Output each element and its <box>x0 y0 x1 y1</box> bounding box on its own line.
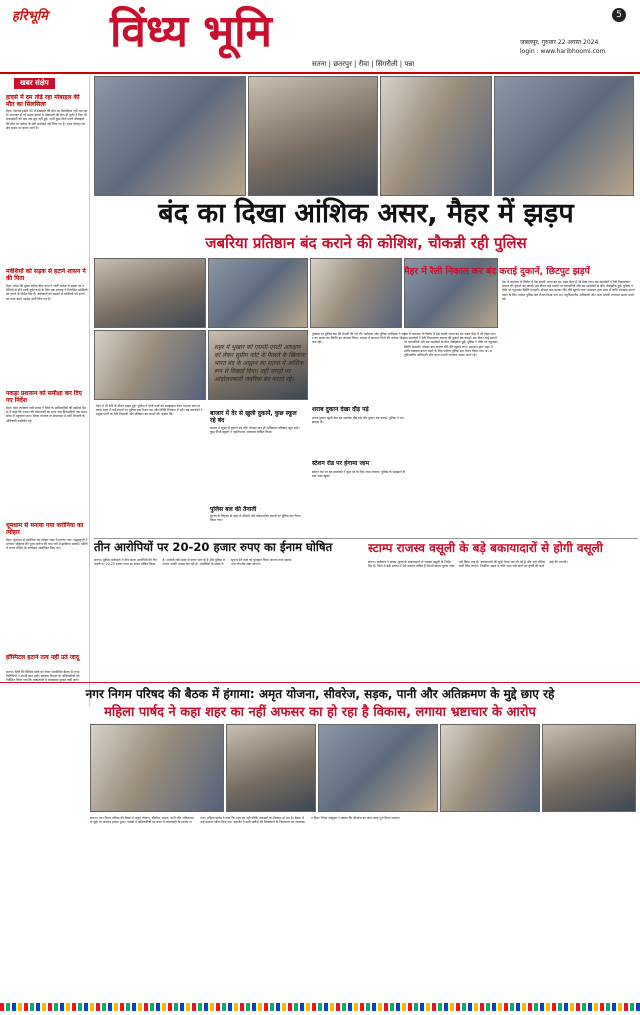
sidebar-headline: हॉस्पिटल हटाने तत्व नहीं उठे जादू <box>6 654 80 661</box>
maihar-body: देश में आरक्षण के विरोध में देश व्यापी भारत बंद का असर मैहर में भी देखा गया। बंद समर्थकों ने रैली निकालकर बाजार की दुकानें बंद कराईं। इस दौरान कई स्थानों पर व्यापारियों और बंद समर्थकों के बीच नोकझोंक हुई। पुलिस ने मौके पर पहुंचकर स्थिति संभाली। दोपहर बाद बाजार धीरे-धीरे खुलने लगा। प्रशासन द्वारा शहर में शांति व्यवस्था बनाए रखने के लिए पर्याप्त पुलिस बल तैनात किया गया था। अनुविभागीय अधिकारी और थाना प्रभारी लगातार भ्रमण करते रहे। <box>502 280 635 301</box>
sidebar-headline: धूमधाम से मनाया गया करोनिया का त्योहार <box>6 522 84 536</box>
sidebar-body: मैहर। प्रदेश की मुख्य सचिव वीरा राणा ने जारी आदेश में सड़क पर मवेशियों से होने वाली दुर्घटनाओं के लिए एक सप्ताह में निराश्रित मवेशियों को हटाने के निर्देश दिए हैं। कलेक्टरों को सड़कों से मवेशियों को हटाने का काम करने आदेश जारी किए गए हैं। <box>6 284 88 301</box>
lead-col2-header: बाजार में देर से खुली दुकानें, कुछ स्कूल रहे बंद <box>210 410 297 424</box>
sidebar-body: सतना। जिले की विभिन्न मांगों को लेकर आयोजित बैठक में जनप्रतिनिधियों ने अपनी बात रखी। स्वास्थ्य विभाग के अधिकारियों को निर्देशित किया गया कि अस्पतालों में व्यवस्थाएं दुरुस्त रखी जाएं। <box>6 670 80 683</box>
lead-headline: बंद का दिखा आंशिक असर, मैहर में झड़प <box>158 198 574 229</box>
lead-photo-4 <box>494 76 634 196</box>
lead-photo-9 <box>94 330 206 400</box>
lead-sub-body: स्टेशन रोड पर बंद समर्थकों ने कुछ देर के लिए जाम लगाया। पुलिस के समझाने के बाद जाम खुला। <box>312 470 406 479</box>
lead-subheading: पुलिस बल की तैनाती <box>210 506 257 513</box>
council-subhead: महिला पार्षद ने कहा शहर का नहीं अफसर का हो रहा है विकास, लगाया भ्रष्टाचार के आरोप <box>104 705 536 720</box>
lead-column: मैहर में भी रैली के दौरान झड़प हुई। पुलिस ने दोनों पक्षों को समझाइश देकर मामला शांत कराया। शहर में कई स्थानों पर पुलिस बल तैनात रहा और स्थिति नियंत्रण में रही। बंद समर्थकों ने प्रमुख मार्गों पर रैली निकाली और प्रतिष्ठान बंद कराने की अपील की। <box>96 404 203 417</box>
lead-subheading: स्टेशन रोड पर हंगामा जाम <box>312 460 370 467</box>
masthead <box>0 0 640 72</box>
council-headline: नगर निगम परिषद की बैठक में हंगामा: अमृत योजना, सीवरेज, सड़क, पानी और अतिक्रमण के मुद्दे छाए रहे <box>85 687 555 701</box>
maihar-headline: मैहर में रैली निकाल कर बंद कराई दुकानें, छिटपुट झड़पें <box>404 266 590 277</box>
masthead-divider <box>0 72 640 74</box>
sidebar-body: मैहर। धूमधाम से करोनिया का त्योहार शहर में मनाया गया। श्रद्धालुओं ने भगवान श्रीकृष्ण की पूजा अर्चना की तथा घरों में झांकियां सजाई। मंदिरों में भजन कीर्तन के कार्यक्रम आयोजित किए गए। <box>6 538 88 551</box>
reward-headline: तीन आरोपियों पर 20-20 हजार रुपए का ईनाम घोषित <box>94 540 333 554</box>
lead-photo-5 <box>94 258 206 328</box>
lead-sub-body: सुरक्षा के लिहाज से शहर में चौराहों और संवेदनशील स्थानों पर पुलिस बल तैनात किया गया। <box>210 514 301 523</box>
lead-caption: शहर में भुखार को एससी-एसटी आरक्षण को लेकर सुप्रीम कोर्ट के फैसले के खिलाफ भारत बंद के आह्वान का सतना में आंशिक रूप से दिखाई दिया। वहीं जगहों पर आंदोलनकारी जबरिया बंद कराते रहे। <box>214 344 306 383</box>
sidebar-body: मैहर। मेहर कलेक्टर रानी बाटड ने जिले के अधिकारियों की समीक्षा बैठक में कहा कि शासन की योजनाओं का लाभ पात्र हितग्राहियों तक समय सीमा में पहुंचाया जाए। जिला पंचायत के सभाकक्ष में सभी विभागों के अधिकारी उपस्थित रहे। <box>6 406 88 423</box>
dateline: जबलपुर, गुरुवार 22 अगस्त 2024 <box>520 39 599 46</box>
lead-photo-1 <box>94 76 246 196</box>
maihar-body-2: देश में आरक्षण के विरोध में देश व्यापी भारत बंद का असर मैहर में भी देखा गया। बंद समर्थकों ने रैली निकालकर बाजार की दुकानें बंद कराईं। इस दौरान कई स्थानों पर व्यापारियों और बंद समर्थकों के बीच नोकझोंक हुई। पुलिस ने मौके पर पहुंचकर स्थिति संभाली। दोपहर बाद बाजार धीरे-धीरे खुलने लगा। प्रशासन द्वारा शहर में शांति व्यवस्था बनाए रखने के लिए पर्याप्त पुलिस बल तैनात किया गया था। अनुविभागीय अधिकारी और थाना प्रभारी लगातार भ्रमण करते रहे। <box>404 332 498 358</box>
sidebar-headline: पकड़ा प्रशासन को समीक्षा कर दिए गए निर्देश <box>6 390 82 404</box>
council-photo-4 <box>440 724 540 812</box>
lead-subhead: जबरिया प्रतिष्ठान बंद कराने की कोशिश, चौकन्नी रही पुलिस <box>205 234 527 252</box>
divider <box>0 682 640 683</box>
login-text: login : www.haribhoomi.com <box>520 48 606 55</box>
lead-subheading: शराब दुकान देखा दौड़ पड़े <box>312 406 369 413</box>
registration-strip <box>0 1003 640 1011</box>
lead-photo-2 <box>248 76 378 196</box>
council-photo-3 <box>318 724 438 812</box>
stamp-headline: स्टाम्प राजस्व वसूली के बड़े बकायादारों से होगी वसूली <box>368 541 603 555</box>
brand-logo: हरिभूमि <box>12 9 48 24</box>
lead-sub-body: बाजार में सुबह से दुकानें बंद रहीं। दोपहर बाद ही अधिकांश प्रतिष्ठान खुल सके। कुछ निजी स्कूलों ने एहतियातन अवकाश घोषित किया। <box>210 426 300 435</box>
lead-column: नुक्कड़ पर पुलिस बल की तैनाती की गई थी। कलेक्टर और पुलिस अधीक्षक ने शहर का भ्रमण कर स्थिति का जायजा लिया। बाजार में सामान्य दिनों की अपेक्षा भीड़ कम रही। <box>312 332 406 345</box>
stamp-body: सतना। कलेक्टर ने स्टाम्प शुल्क के बकायादारों से राजस्व वसूली के निर्देश दिए हैं। जिले में बड़ी संख्या में ऐसे प्रकरण लंबित हैं जिनमें स्टाम्प शुल्क जमा नहीं किया गया है। बकायादारों की सूची तैयार कर ली गई है और उन्हें नोटिस जारी किए जाएंगे। निर्धारित समय में राशि जमा नहीं करने पर कुर्की की कार्रवाई की जाएगी। <box>368 560 568 569</box>
lead-photo-3 <box>380 76 492 196</box>
council-photo-1 <box>90 724 224 812</box>
reward-body: सतना। पुलिस अधीक्षक ने तीन फरार आरोपियों की गिरफ्तारी पर 20-20 हजार रुपए का ईनाम घोषित किया है। आरोपी लंबे समय से फरार चल रहे हैं और पुलिस लगातार उनकी तलाश कर रही है। आरोपियों के संबंध में सूचना देने वाले को पुरस्कृत किया जाएगा तथा उसका नाम गोपनीय रखा जाएगा। <box>94 558 292 567</box>
sidebar-body: मैहर। नेशनल हाईवे 30 में मोबाइल की मौत का सिलसिला नहीं थम रहा है। लगातार हो रहे सड़क हादसे में मोबाइलों की मौत हो चुकी है फिर भी जवाबदारी को अब तक सुध नहीं हुई। अभी कुछ दिनों पहले मोबाइलों की मौत पर कर्तव्य के प्रति कार्रवाई नहीं किए गए हैं। थाना चौराहा का क्षेत्र सड़क पर बताए जाते हैं। <box>6 109 88 130</box>
lead-photo-7 <box>310 258 402 328</box>
sidebar-label: खबर संक्षेप <box>14 78 55 89</box>
sidebar-headline: मवेशियों को सड़क से हटाने शासन ने की पिता <box>6 268 86 282</box>
council-body: सतना। नगर निगम परिषद की बैठक में अमृत योजना, सीवरेज, सड़क, पानी और अतिक्रमण के मुद्दों पर जमकर हंगामा हुआ। पार्षदों ने अधिकारियों पर काम में लापरवाही के आरोप लगाए। महिला पार्षद ने कहा कि शहर का नहीं बल्कि अफसरों का विकास हो रहा है। बैठक में कई प्रस्ताव पारित किए गए। महापौर ने सभी पार्षदों की शिकायतों के निराकरण का आश्वासन दिया। निगम आयुक्त ने बताया कि सीवरेज का काम जल्द पूरा किया जाएगा। <box>90 816 401 825</box>
sidebar-headline: हादसे में दम तोड़े रहा मोबाइल की मौत का सिलसिला <box>6 94 80 108</box>
council-photo-2 <box>226 724 316 812</box>
council-photo-5 <box>542 724 636 812</box>
lead-photo-6 <box>208 258 308 328</box>
sidebar <box>4 76 90 706</box>
page-title: विंध्य भूमि <box>110 6 272 57</box>
lead-sub-body: शराब दुकान खुली देख बंद समर्थक दौड़ पड़े और दुकान बंद कराई। पुलिस ने समझाइश दी। <box>312 416 404 425</box>
page-number: 5 <box>612 8 626 22</box>
edition-list: सतना | छतरपुर | रीवा | सिंगरौली | पन्ना <box>312 60 415 68</box>
divider <box>94 538 638 539</box>
